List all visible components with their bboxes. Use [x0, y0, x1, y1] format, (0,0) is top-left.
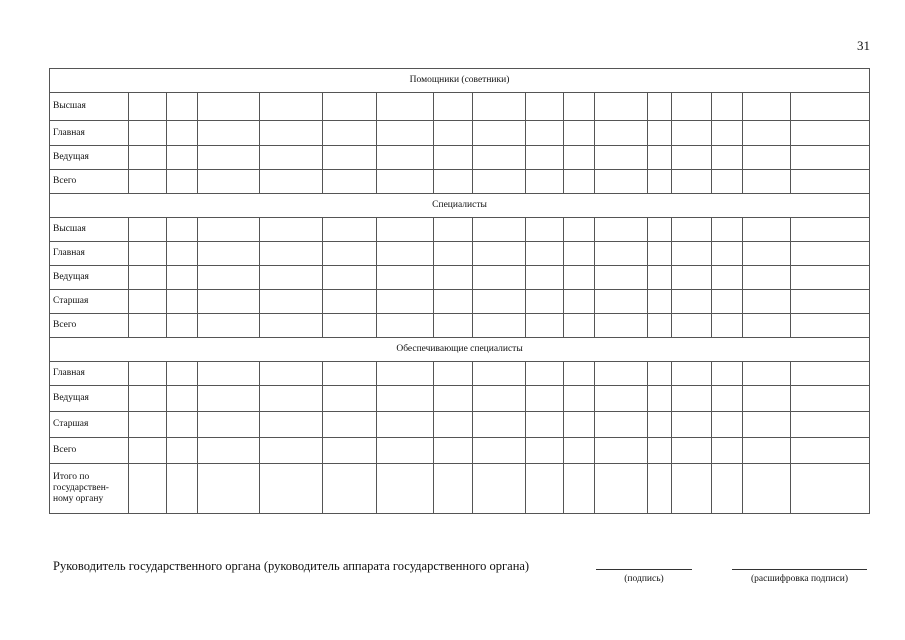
- table-cell: [595, 93, 648, 121]
- table-cell: [672, 93, 712, 121]
- table-cell: [595, 412, 648, 438]
- signature-caption: (подпись): [624, 574, 664, 584]
- table-cell: [526, 218, 564, 242]
- table-cell: [712, 218, 743, 242]
- table-cell: [167, 386, 198, 412]
- table-row: [50, 121, 870, 146]
- table-cell: [323, 412, 377, 438]
- table-cell: [526, 464, 564, 514]
- table-cell: [167, 464, 198, 514]
- table-row: [50, 93, 870, 121]
- table-cell: [377, 93, 434, 121]
- table-cell: [712, 146, 743, 170]
- table-cell: [260, 412, 323, 438]
- table-cell: [434, 266, 473, 290]
- table-cell: [129, 464, 167, 514]
- table-cell: [129, 266, 167, 290]
- table-row: [50, 242, 870, 266]
- table-cell: [712, 362, 743, 386]
- staff-table: [49, 68, 870, 514]
- table-cell: [323, 464, 377, 514]
- table-cell: [648, 314, 672, 338]
- table-cell: [260, 386, 323, 412]
- table-cell: [648, 93, 672, 121]
- table-cell: [672, 146, 712, 170]
- table-cell: [473, 266, 526, 290]
- table-cell: [791, 121, 870, 146]
- table-cell: [434, 412, 473, 438]
- table-cell: [564, 266, 595, 290]
- table-cell: [648, 362, 672, 386]
- table-cell: [648, 386, 672, 412]
- table-cell: [564, 146, 595, 170]
- table-cell: [712, 438, 743, 464]
- table-cell: [473, 314, 526, 338]
- table-cell: [712, 314, 743, 338]
- row-label: Главная: [50, 121, 129, 146]
- table-cell: [791, 438, 870, 464]
- table-cell: [129, 386, 167, 412]
- table-cell: [434, 464, 473, 514]
- table-cell: [198, 464, 260, 514]
- table-cell: [473, 290, 526, 314]
- table-cell: [167, 242, 198, 266]
- table-cell: [434, 438, 473, 464]
- table-cell: [791, 266, 870, 290]
- table-cell: [743, 314, 791, 338]
- table-cell: [167, 93, 198, 121]
- table-cell: [791, 314, 870, 338]
- table-cell: [167, 362, 198, 386]
- table-cell: [473, 170, 526, 194]
- table-row: [50, 170, 870, 194]
- table-cell: [526, 386, 564, 412]
- table-row: [50, 146, 870, 170]
- table-cell: [672, 218, 712, 242]
- table-cell: [260, 170, 323, 194]
- table-cell: [473, 121, 526, 146]
- table-cell: [167, 121, 198, 146]
- table-cell: [564, 290, 595, 314]
- table-cell: [712, 170, 743, 194]
- table-cell: [564, 170, 595, 194]
- table-cell: [260, 266, 323, 290]
- table-cell: [672, 290, 712, 314]
- table-cell: [743, 218, 791, 242]
- table-cell: [526, 170, 564, 194]
- table-cell: [167, 412, 198, 438]
- table-cell: [167, 290, 198, 314]
- row-label: Всего: [50, 170, 129, 194]
- table-cell: [167, 438, 198, 464]
- table-cell: [648, 412, 672, 438]
- table-cell: [526, 362, 564, 386]
- table-cell: [434, 242, 473, 266]
- table-cell: [198, 146, 260, 170]
- table-cell: [129, 438, 167, 464]
- table-cell: [526, 121, 564, 146]
- table-cell: [323, 266, 377, 290]
- table-cell: [377, 242, 434, 266]
- table-cell: [323, 314, 377, 338]
- table-row: [50, 412, 870, 438]
- section-header: Помощники (советники): [50, 69, 870, 93]
- table-cell: [377, 218, 434, 242]
- table-cell: [791, 464, 870, 514]
- table-cell: [791, 290, 870, 314]
- table-cell: [129, 170, 167, 194]
- table-cell: [564, 218, 595, 242]
- table-cell: [473, 412, 526, 438]
- table-cell: [198, 218, 260, 242]
- decoding-caption: (расшифровка подписи): [751, 574, 848, 584]
- table-cell: [377, 438, 434, 464]
- table-cell: [473, 93, 526, 121]
- table-cell: [564, 386, 595, 412]
- table-cell: [743, 170, 791, 194]
- table-cell: [434, 93, 473, 121]
- footer-title: Руководитель государственного органа (руководитель аппарата государственного органа): [53, 559, 530, 573]
- table-cell: [648, 464, 672, 514]
- table-cell: [672, 362, 712, 386]
- table-cell: [323, 386, 377, 412]
- table-cell: [473, 242, 526, 266]
- table-cell: [129, 121, 167, 146]
- table-cell: [791, 93, 870, 121]
- table-cell: [323, 170, 377, 194]
- table-cell: [198, 121, 260, 146]
- table-cell: [712, 290, 743, 314]
- signature-line: [596, 569, 692, 570]
- table-cell: [672, 242, 712, 266]
- table-cell: [743, 290, 791, 314]
- table-cell: [564, 121, 595, 146]
- table-cell: [260, 464, 323, 514]
- table-cell: [167, 314, 198, 338]
- table-cell: [526, 314, 564, 338]
- table-cell: [323, 146, 377, 170]
- row-label: Главная: [50, 362, 129, 386]
- total-row-label: Итого по государствен-ному органу: [50, 464, 129, 514]
- table-cell: [712, 121, 743, 146]
- table-cell: [526, 146, 564, 170]
- table-cell: [743, 93, 791, 121]
- table-cell: [260, 242, 323, 266]
- row-label: Ведущая: [50, 146, 129, 170]
- table-cell: [672, 464, 712, 514]
- table-cell: [595, 314, 648, 338]
- table-cell: [198, 362, 260, 386]
- table-cell: [791, 170, 870, 194]
- table-cell: [323, 218, 377, 242]
- table-cell: [377, 412, 434, 438]
- table-cell: [526, 412, 564, 438]
- table-cell: [743, 412, 791, 438]
- table-cell: [260, 362, 323, 386]
- table-cell: [712, 266, 743, 290]
- table-row: [50, 266, 870, 290]
- table-cell: [129, 242, 167, 266]
- table-cell: [167, 218, 198, 242]
- table-row: [50, 290, 870, 314]
- table-cell: [167, 266, 198, 290]
- table-cell: [260, 438, 323, 464]
- table-row: [50, 218, 870, 242]
- section-header: Специалисты: [50, 194, 870, 218]
- table-cell: [648, 121, 672, 146]
- table-cell: [672, 170, 712, 194]
- table-cell: [791, 242, 870, 266]
- table-cell: [377, 386, 434, 412]
- table-cell: [712, 464, 743, 514]
- table-cell: [672, 314, 712, 338]
- table-cell: [377, 314, 434, 338]
- table-cell: [595, 266, 648, 290]
- table-cell: [434, 170, 473, 194]
- row-label: Старшая: [50, 412, 129, 438]
- table-cell: [167, 146, 198, 170]
- row-label: Ведущая: [50, 386, 129, 412]
- row-label: Главная: [50, 242, 129, 266]
- table-cell: [595, 438, 648, 464]
- table-cell: [672, 412, 712, 438]
- table-row: [50, 438, 870, 464]
- table-cell: [198, 93, 260, 121]
- table-cell: [434, 290, 473, 314]
- table-cell: [434, 362, 473, 386]
- table-cell: [595, 170, 648, 194]
- table-cell: [129, 412, 167, 438]
- table-cell: [672, 386, 712, 412]
- table-cell: [712, 412, 743, 438]
- table-cell: [791, 386, 870, 412]
- table-cell: [526, 266, 564, 290]
- table-cell: [712, 386, 743, 412]
- table-cell: [198, 290, 260, 314]
- table-cell: [473, 464, 526, 514]
- table-cell: [129, 146, 167, 170]
- table-cell: [648, 438, 672, 464]
- table-cell: [791, 362, 870, 386]
- table-cell: [323, 290, 377, 314]
- table-cell: [526, 242, 564, 266]
- table-cell: [129, 93, 167, 121]
- row-label: Старшая: [50, 290, 129, 314]
- table-row: [50, 386, 870, 412]
- table-cell: [564, 93, 595, 121]
- table-cell: [743, 386, 791, 412]
- table-cell: [434, 386, 473, 412]
- row-label: Всего: [50, 438, 129, 464]
- table-cell: [743, 362, 791, 386]
- table-cell: [564, 464, 595, 514]
- table-cell: [129, 314, 167, 338]
- table-cell: [323, 438, 377, 464]
- table-cell: [129, 218, 167, 242]
- table-cell: [595, 121, 648, 146]
- table-cell: [198, 242, 260, 266]
- row-label: Ведущая: [50, 266, 129, 290]
- table-cell: [323, 242, 377, 266]
- table-cell: [323, 121, 377, 146]
- table-cell: [198, 412, 260, 438]
- table-cell: [434, 146, 473, 170]
- table-cell: [260, 290, 323, 314]
- table-cell: [595, 290, 648, 314]
- table-cell: [323, 93, 377, 121]
- table-cell: [260, 314, 323, 338]
- table-cell: [564, 314, 595, 338]
- table-cell: [564, 438, 595, 464]
- table-cell: [377, 146, 434, 170]
- table-cell: [564, 362, 595, 386]
- table-cell: [434, 121, 473, 146]
- table-cell: [526, 290, 564, 314]
- table-cell: [791, 412, 870, 438]
- table-row: [50, 362, 870, 386]
- table-row-total: [50, 464, 870, 514]
- table-cell: [648, 290, 672, 314]
- row-label: Высшая: [50, 93, 129, 121]
- table-cell: [648, 242, 672, 266]
- table-cell: [473, 362, 526, 386]
- table-cell: [167, 170, 198, 194]
- table-cell: [564, 412, 595, 438]
- table-cell: [743, 242, 791, 266]
- table-cell: [260, 146, 323, 170]
- table-cell: [260, 218, 323, 242]
- table-cell: [672, 438, 712, 464]
- table-cell: [198, 438, 260, 464]
- table-cell: [595, 386, 648, 412]
- decoding-line: [732, 569, 867, 570]
- table-cell: [260, 93, 323, 121]
- table-cell: [791, 146, 870, 170]
- table-cell: [198, 266, 260, 290]
- table-cell: [377, 362, 434, 386]
- table-cell: [743, 146, 791, 170]
- table-cell: [595, 242, 648, 266]
- table-cell: [672, 266, 712, 290]
- table-cell: [791, 218, 870, 242]
- page-number: 31: [857, 38, 870, 53]
- table-cell: [743, 438, 791, 464]
- table-cell: [198, 170, 260, 194]
- table-cell: [129, 290, 167, 314]
- table-cell: [595, 362, 648, 386]
- table-cell: [648, 146, 672, 170]
- table-cell: [648, 170, 672, 194]
- table-cell: [743, 121, 791, 146]
- table-cell: [377, 290, 434, 314]
- table-cell: [743, 464, 791, 514]
- table-cell: [595, 464, 648, 514]
- table-cell: [198, 314, 260, 338]
- table-cell: [129, 362, 167, 386]
- table-cell: [473, 218, 526, 242]
- table-cell: [377, 266, 434, 290]
- table-cell: [473, 386, 526, 412]
- table-cell: [712, 242, 743, 266]
- table-cell: [712, 93, 743, 121]
- table-cell: [473, 146, 526, 170]
- table-cell: [434, 218, 473, 242]
- table-cell: [648, 218, 672, 242]
- table-cell: [595, 218, 648, 242]
- table-cell: [743, 266, 791, 290]
- table-cell: [260, 121, 323, 146]
- row-label: Всего: [50, 314, 129, 338]
- table-cell: [473, 438, 526, 464]
- section-header: Обеспечивающие специалисты: [50, 338, 870, 362]
- table-row: [50, 314, 870, 338]
- table-cell: [377, 170, 434, 194]
- table-cell: [377, 464, 434, 514]
- table-cell: [377, 121, 434, 146]
- table-cell: [648, 266, 672, 290]
- table-cell: [198, 386, 260, 412]
- row-label: Высшая: [50, 218, 129, 242]
- table-cell: [323, 362, 377, 386]
- table-cell: [526, 93, 564, 121]
- table-cell: [672, 121, 712, 146]
- table-cell: [526, 438, 564, 464]
- table-cell: [434, 314, 473, 338]
- table-cell: [564, 242, 595, 266]
- table-cell: [595, 146, 648, 170]
